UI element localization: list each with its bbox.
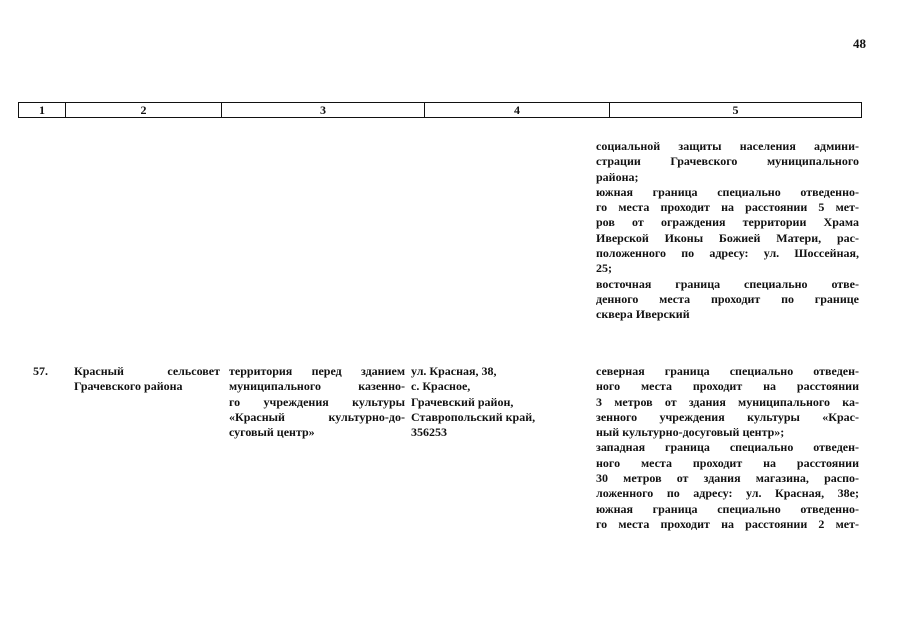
text-line: восточная граница специально отве- xyxy=(596,276,859,291)
text-line: го учреждения культуры xyxy=(229,394,405,409)
address xyxy=(411,364,581,440)
row-number: 57. xyxy=(33,364,48,378)
header-col-3: 3 xyxy=(222,103,425,118)
text-line: Ставропольский край, xyxy=(411,409,536,424)
boundary-description xyxy=(596,364,859,532)
text-line: муниципального казенно- xyxy=(229,379,405,394)
text-line: 25; xyxy=(596,261,612,276)
settlement-name xyxy=(74,364,220,395)
text-line: сквера Иверский xyxy=(596,307,690,322)
text-line: 356253 xyxy=(411,425,447,440)
text-line: суговый центр» xyxy=(229,425,315,440)
text-line: социальной защиты населения админи- xyxy=(596,139,859,153)
header-col-2: 2 xyxy=(66,103,222,118)
text-line: ного места проходит на расстоянии xyxy=(596,455,859,470)
text-line: Красный сельсовет xyxy=(74,364,220,378)
header-col-1: 1 xyxy=(19,103,66,118)
text-line: денного места проходит по границе xyxy=(596,291,859,306)
text-line: положенного по адресу: ул. Шоссейная, xyxy=(596,246,859,261)
text-line: ложенного по адресу: ул. Красная, 38е; xyxy=(596,486,859,501)
text-line: западная граница специально отведен- xyxy=(596,440,859,455)
text-line: южная граница специально отведенно- xyxy=(596,184,859,199)
text-line: ный культурно-досуговый центр»; xyxy=(596,425,785,440)
text-line: страции Грачевского муниципального xyxy=(596,154,859,169)
text-line: территория перед зданием xyxy=(229,364,405,378)
column-number-header xyxy=(18,102,862,118)
text-line: Иверской Иконы Божией Матери, рас- xyxy=(596,230,859,245)
text-line: 30 метров от здания магазина, распо- xyxy=(596,471,859,486)
text-line: ул. Красная, 38, xyxy=(411,364,497,378)
text-line: северная граница специально отведен- xyxy=(596,364,859,378)
text-line: ров от ограждения территории Храма xyxy=(596,215,859,230)
text-line: «Красный культурно-до- xyxy=(229,409,405,424)
header-col-5: 5 xyxy=(610,103,862,118)
page-number: 48 xyxy=(853,36,866,51)
text-line: ного места проходит на расстоянии xyxy=(596,379,859,394)
territory-description xyxy=(229,364,405,440)
header-col-4: 4 xyxy=(425,103,610,118)
text-line: с. Красное, xyxy=(411,379,471,394)
text-line: го места проходит на расстоянии 2 мет- xyxy=(596,516,859,531)
text-line: го места проходит на расстоянии 5 мет- xyxy=(596,200,859,215)
text-line: зенного учреждения культуры «Крас- xyxy=(596,409,859,424)
text-line: 3 метров от здания муниципального ка- xyxy=(596,394,859,409)
text-line: Грачевский район, xyxy=(411,394,514,409)
text-line: Грачевского района xyxy=(74,379,183,394)
text-line: южная граница специально отведенно- xyxy=(596,501,859,516)
text-line: района; xyxy=(596,169,639,184)
continued-boundary-description xyxy=(596,139,859,323)
header-row xyxy=(19,103,862,118)
